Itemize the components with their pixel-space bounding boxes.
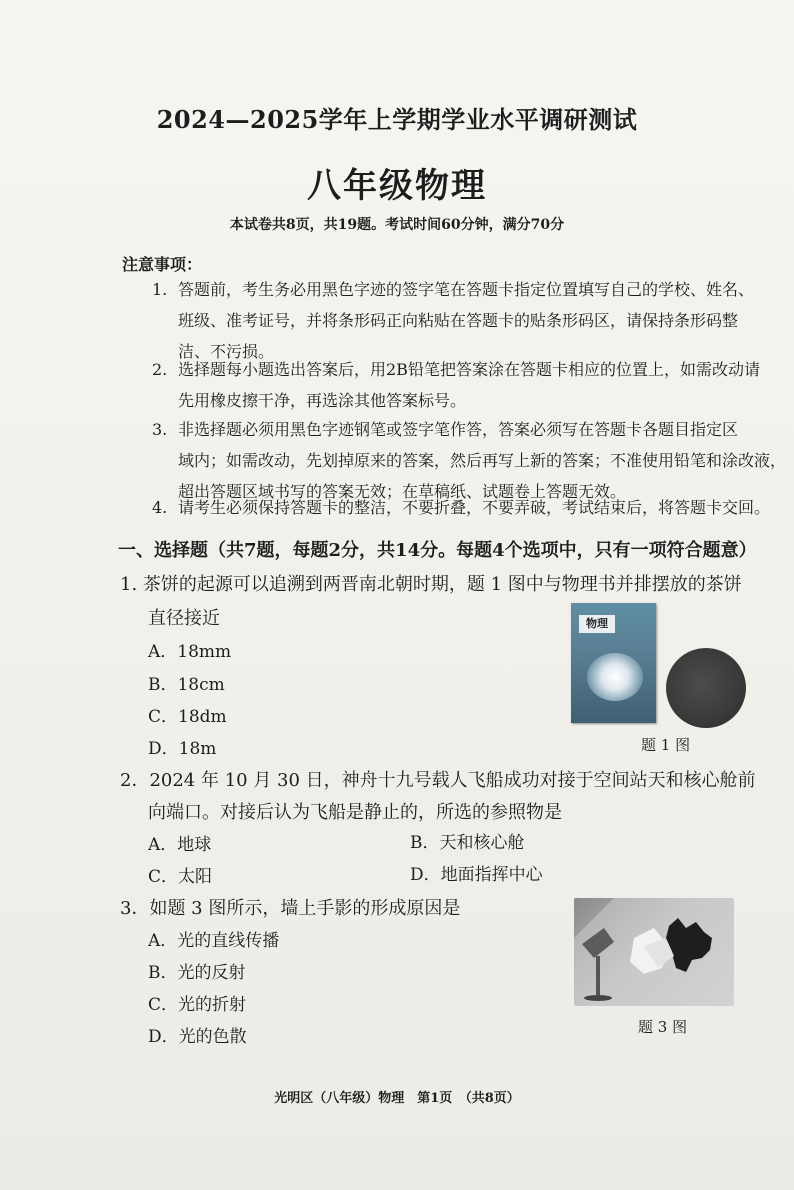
- tea-cake-image: [666, 648, 746, 728]
- notice-line: 洁、不污损。: [178, 342, 275, 361]
- question-2-line-1: 2．2024 年 10 月 30 日，神舟十九号载人飞船成功对接于空间站天和核心舱前: [120, 770, 756, 791]
- notice-line: 请考生必须保持答题卡的整洁，不要折叠，不要弄破，考试结束后，将答题卡交回。: [178, 498, 771, 517]
- book-title-label: 物理: [579, 615, 615, 633]
- question-2-line-2: 向端口。对接后认为飞船是静止的，所选的参照物是: [148, 802, 562, 823]
- subject-title: 八年级物理: [307, 166, 487, 206]
- notice-item-4: [152, 492, 770, 523]
- question-3-option-a: A．光的直线传播: [148, 931, 280, 951]
- question-1-option-d: D．18m: [148, 739, 217, 759]
- notice-line: 答题前，考生务必用黑色字迹的签字笔在答题卡指定位置填写自己的学校、姓名、: [178, 280, 755, 299]
- exam-title: 2024—2025学年上学期学业水平调研测试: [156, 105, 638, 134]
- figure-3-caption: 题 3 图: [638, 1018, 688, 1036]
- question-3-option-c: C．光的折射: [148, 995, 247, 1015]
- question-2-option-a: A．地球: [148, 835, 212, 855]
- notice-heading: 注意事项：: [122, 255, 203, 274]
- notice-line: 选择题每小题选出答案后，用2B铅笔把答案涂在答题卡相应的位置上，如需改动请: [178, 360, 760, 379]
- notice-number: 2.: [152, 360, 168, 379]
- question-2-option-d: D．地面指挥中心: [410, 865, 543, 885]
- question-2-option-c: C．太阳: [148, 867, 213, 887]
- question-1-option-b: B．18cm: [148, 675, 225, 695]
- notice-number: 1.: [152, 280, 168, 299]
- notice-item-2: [152, 354, 760, 416]
- notice-line: 超出答题区域书写的答案无效；在草稿纸、试题卷上答题无效。: [178, 482, 627, 501]
- physics-book-image: [571, 603, 656, 723]
- exam-info: 本试卷共8页，共19题。考试时间60分钟，满分70分: [229, 217, 565, 233]
- question-1-line-1: 1. 茶饼的起源可以追溯到两晋南北朝时期，题 1 图中与物理书并排摆放的茶饼: [120, 574, 742, 595]
- notice-number: 4.: [152, 498, 168, 517]
- question-3-line-1: 3．如题 3 图所示，墙上手影的形成原因是: [120, 898, 461, 919]
- figure-1-caption: 题 1 图: [641, 736, 691, 754]
- section-heading: 一、选择题（共7题，每题2分，共14分。每题4个选项中，只有一项符合题意）: [118, 540, 757, 561]
- hand-shadow-illustration: [574, 898, 734, 1006]
- question-2-option-b: B．天和核心舱: [410, 833, 525, 853]
- question-3-option-b: B．光的反射: [148, 963, 246, 983]
- question-1-option-c: C．18dm: [148, 707, 227, 727]
- book-cover-illustration: [587, 653, 643, 701]
- notice-line: 班级、准考证号，并将条形码正向粘贴在答题卡的贴条形码区，请保持条形码整: [178, 311, 739, 330]
- notice-line: 非选择题必须用黑色字迹钢笔或签字笔作答，答案必须写在答题卡各题目指定区: [178, 420, 739, 439]
- notice-number: 3.: [152, 420, 168, 439]
- question-1-option-a: A．18mm: [148, 642, 232, 662]
- hand-shadow-image: [574, 898, 734, 1006]
- notice-line: 先用橡皮擦干净，再选涂其他答案标号。: [178, 391, 467, 410]
- page-footer: 光明区（八年级）物理 第1页 （共8页）: [274, 1091, 520, 1106]
- question-3-option-d: D．光的色散: [148, 1027, 247, 1047]
- notice-line: 域内；如需改动，先划掉原来的答案，然后再写上新的答案；不准使用铅笔和涂改液，: [178, 451, 787, 470]
- question-1-line-2: 直径接近: [148, 608, 220, 629]
